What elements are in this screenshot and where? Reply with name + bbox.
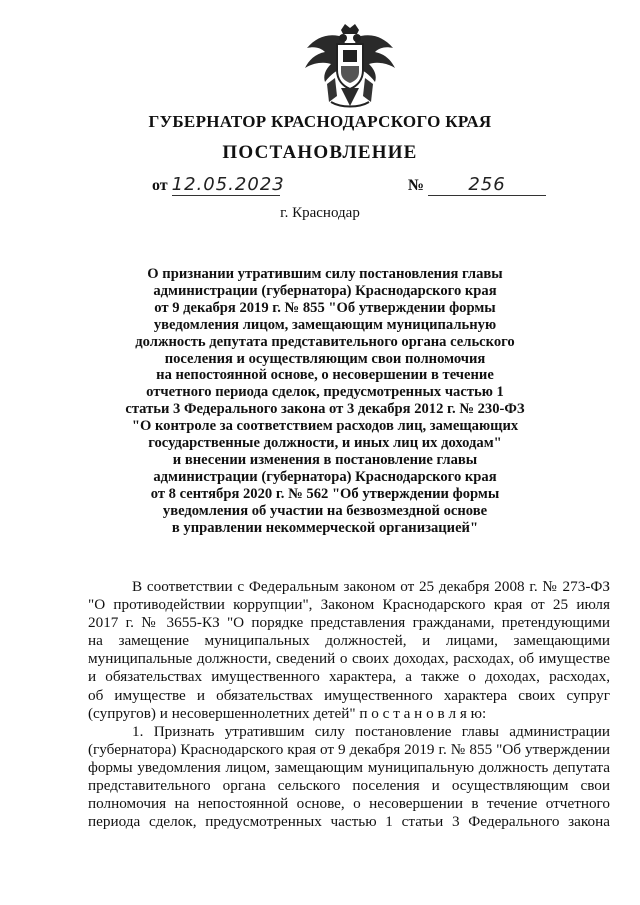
title-line: уведомления лицом, замещающим муниципальную — [153, 316, 497, 333]
date-underline — [171, 174, 285, 196]
body-line: периода сделок, предусмотренных частью 1 статьи 3 Федерального закона — [88, 813, 610, 831]
body-line: (губернатора) Краснодарского края от 9 декабря 2019 г. № 855 "Об утверждении — [88, 740, 610, 758]
date-label: от — [152, 177, 168, 194]
title-line: от 9 декабря 2019 г. № 855 "Об утверждении формы — [154, 299, 496, 316]
number-underline — [428, 176, 546, 196]
title-line: О признании утратившим силу постановления главы — [147, 266, 503, 282]
body-line: 2017 г. № 3655-КЗ "О порядке представления гражданами, претендующими — [88, 614, 610, 632]
date-value: 12.05.2023 — [171, 174, 285, 195]
document-number — [408, 176, 546, 196]
body-line: полномочия на непостоянной основе, о несовершении в течение отчетного — [88, 795, 610, 813]
body-line: 1. Признать утратившим силу постановление главы администрации — [132, 722, 610, 740]
number-value: 256 — [468, 174, 506, 195]
title-line: государственные должности, и иных лиц их доходам" — [148, 435, 502, 452]
clause-1-paragraph — [88, 723, 610, 832]
title-line: уведомления об участии на безвозмездной основе — [162, 502, 488, 519]
number-label: № — [408, 177, 425, 194]
body-line: муниципальные должности, сведений о своих доходах, расходах, об имуществе — [88, 650, 610, 668]
preamble-paragraph — [88, 578, 610, 723]
title-line: "О контроле за соответствием расходов лиц, замещающих — [131, 418, 519, 435]
title-line: отчетного периода сделок, предусмотренных частью 1 — [146, 384, 504, 401]
document-body — [88, 578, 610, 831]
title-line: и внесении изменения в постановление главы — [172, 451, 478, 468]
body-line: формы уведомления лицом, замещающим муниципальную должность депутата — [88, 758, 610, 776]
title-line: поселения и осуществляющим свои полномочия — [164, 350, 486, 367]
document-date — [152, 174, 285, 196]
body-line: представительного органа сельского поселения и осуществляющим свои — [88, 777, 610, 795]
title-line: администрации (губернатора) Краснодарского края — [153, 468, 497, 485]
title-line: в управлении некоммерческой организацией" — [171, 519, 479, 536]
document-type: ПОСТАНОВЛЕНИЕ — [222, 142, 418, 163]
title-line: от 8 сентября 2020 г. № 562 "Об утверждении формы — [150, 485, 500, 502]
body-line: на замещение муниципальных должностей, и лицами, замещающими — [88, 632, 610, 650]
issuing-authority: ГУБЕРНАТОР КРАСНОДАРСКОГО КРАЯ — [148, 112, 492, 131]
title-line: должность депутата представительного органа сельского — [135, 333, 515, 350]
body-line: (супругов) и несовершеннолетних детей" п о с т а н о в л я ю: — [88, 704, 487, 722]
krasnodar-coat-of-arms-icon — [301, 22, 399, 110]
city: г. Краснодар — [280, 205, 360, 221]
body-line: В соответствии с Федеральным законом от 25 декабря 2008 г. № 273-ФЗ — [132, 578, 610, 595]
body-line: об имуществе и обязательствах имущественного характера своих супруг — [88, 686, 610, 704]
body-line: и обязательствах имущественного характера, а также о доходах, расходах, — [88, 668, 610, 686]
title-line: статьи 3 Федерального закона от 3 декабря 2012 г. № 230-ФЗ — [125, 401, 525, 418]
title-line: на непостоянной основе, о несовершении в течение — [156, 367, 494, 384]
body-line: "О противодействии коррупции", Законом Краснодарского края от 25 июля — [88, 596, 610, 614]
document-title — [100, 266, 550, 537]
title-line: администрации (губернатора) Краснодарского края — [153, 282, 497, 299]
